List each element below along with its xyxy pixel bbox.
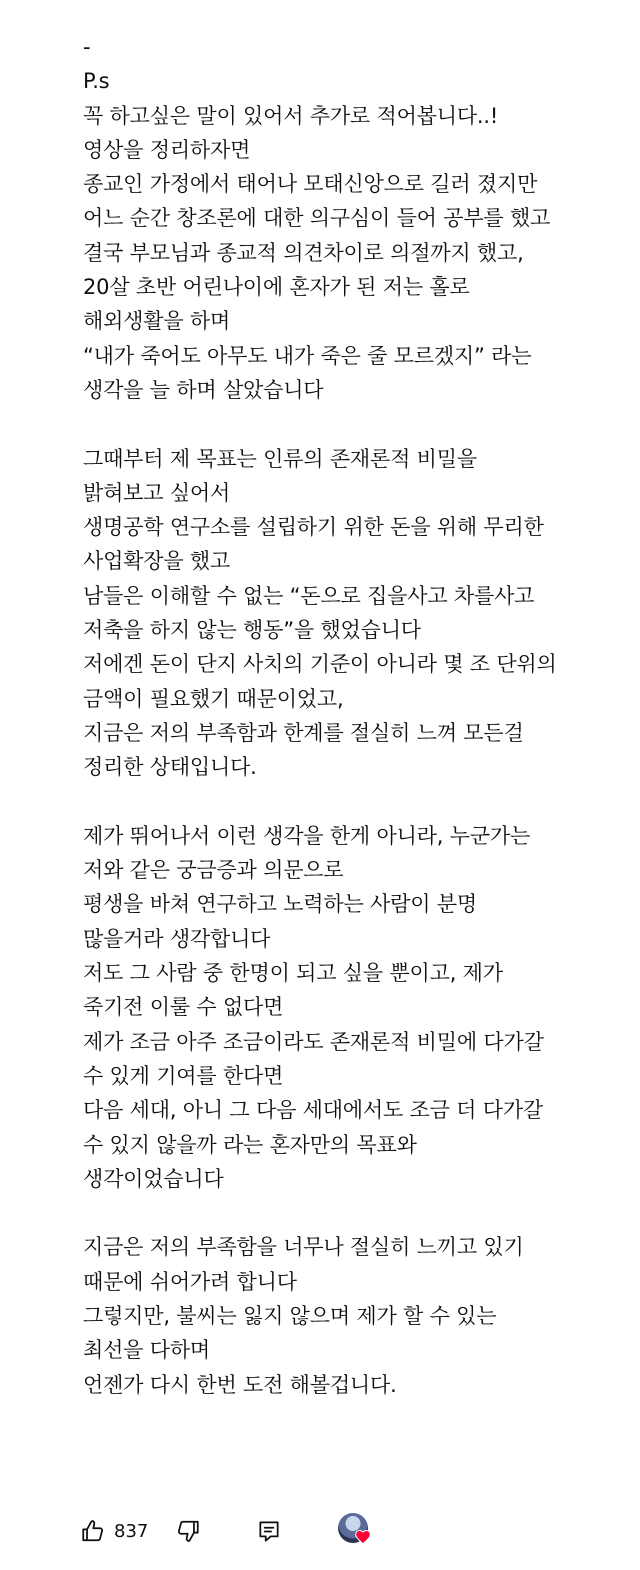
comment-line: 평생을 바쳐 연구하고 노력하는 사람이 분명 <box>83 892 477 917</box>
comment-line: 다음 세대, 아니 그 다음 세대에서도 조금 더 다가갈 <box>83 1098 543 1123</box>
comment-line: 그때부터 제 목표는 인류의 존재론적 비밀을 <box>83 446 477 471</box>
comment-line: - <box>83 35 91 59</box>
comment-line: 결국 부모님과 종교적 의견차이로 의절까지 했고, <box>83 240 524 265</box>
comment-actions <box>80 1511 400 1551</box>
comment-line: 때문에 쉬어가려 합니다 <box>83 1269 297 1294</box>
comment-line: 언젠가 다시 한번 도전 해볼겁니다. <box>83 1372 397 1397</box>
like-count: 837 <box>114 1520 149 1542</box>
comment-line: 종교인 가정에서 태어나 모태신앙으로 길러 졌지만 <box>83 172 538 197</box>
comment-line: 저도 그 사람 중 한명이 되고 싶을 뿐이고, 제가 <box>83 961 503 986</box>
comment-line: 생각이었습니다 <box>83 1166 224 1191</box>
like-button[interactable] <box>80 1511 148 1551</box>
comment-line: 그렇지만, 불씨는 잃지 않으며 제가 할 수 있는 <box>83 1303 497 1328</box>
comment-line: “내가 죽어도 아무도 내가 죽은 줄 모르겠지” 라는 <box>83 343 532 368</box>
comment-blank-line <box>83 1196 633 1230</box>
comment-line: 꼭 하고싶은 말이 있어서 추가로 적어봅니다..! <box>83 103 499 128</box>
reply-icon <box>256 1518 282 1544</box>
thumbs-up-icon <box>80 1518 106 1544</box>
comment-line: 20살 초반 어린나이에 혼자가 된 저는 홀로 <box>83 275 470 300</box>
comment-line: 제가 뛰어나서 이런 생각을 한게 아니라, 누군가는 <box>83 823 531 848</box>
comment-line: 남들은 이해할 수 없는 “돈으로 집을사고 차를사고 <box>83 583 535 608</box>
comment-line: 해외생활을 하며 <box>83 309 231 334</box>
comment-blank-line <box>83 785 633 819</box>
comment-line: 수 있게 기여를 한다면 <box>83 1063 284 1088</box>
heart-icon <box>355 1529 371 1548</box>
comment-line: 사업확장을 했고 <box>83 549 231 574</box>
comment-line: 수 있지 않을까 라는 혼자만의 목표와 <box>83 1132 417 1157</box>
comment-line: 어느 순간 창조론에 대한 의구심이 들어 공부를 했고 <box>83 206 551 231</box>
comment-line: 지금은 저의 부족함과 한계를 절실히 느껴 모든걸 <box>83 720 524 745</box>
comment-line: 죽기전 이룰 수 없다면 <box>83 995 284 1020</box>
reply-button[interactable] <box>256 1511 282 1551</box>
comment-line: 지금은 저의 부족함을 너무나 절실히 느끼고 있기 <box>83 1235 524 1260</box>
comment-line: 생명공학 연구소를 설립하기 위한 돈을 위해 무리한 <box>83 515 544 540</box>
comment-blank-line <box>83 407 633 441</box>
comment-line: 최선을 다하며 <box>83 1338 210 1363</box>
comment-body <box>83 30 633 1402</box>
comment-line: 영상을 정리하자면 <box>83 137 251 162</box>
comment-line: 생각을 늘 하며 살았습니다 <box>83 377 324 402</box>
dislike-button[interactable] <box>175 1511 201 1551</box>
comment-line: 밝혀보고 싶어서 <box>83 480 231 505</box>
comment-line: 금액이 필요했기 때문이었고, <box>83 686 344 711</box>
comment-line: 저에겐 돈이 단지 사치의 기준이 아니라 몇 조 단위의 <box>83 652 557 677</box>
comment-line: 저축을 하지 않는 행동”을 했었습니다 <box>83 618 421 643</box>
comment-line: P.s <box>83 69 110 94</box>
comment-line: 저와 같은 궁금증과 의문으로 <box>83 858 344 883</box>
comment-line: 많을거라 생각합니다 <box>83 926 271 951</box>
comment-line: 정리한 상태입니다. <box>83 755 257 780</box>
comment-line: 제가 조금 아주 조금이라도 존재론적 비밀에 다가갈 <box>83 1029 544 1054</box>
creator-heart-badge <box>338 1513 374 1549</box>
thumbs-down-icon <box>175 1518 201 1544</box>
